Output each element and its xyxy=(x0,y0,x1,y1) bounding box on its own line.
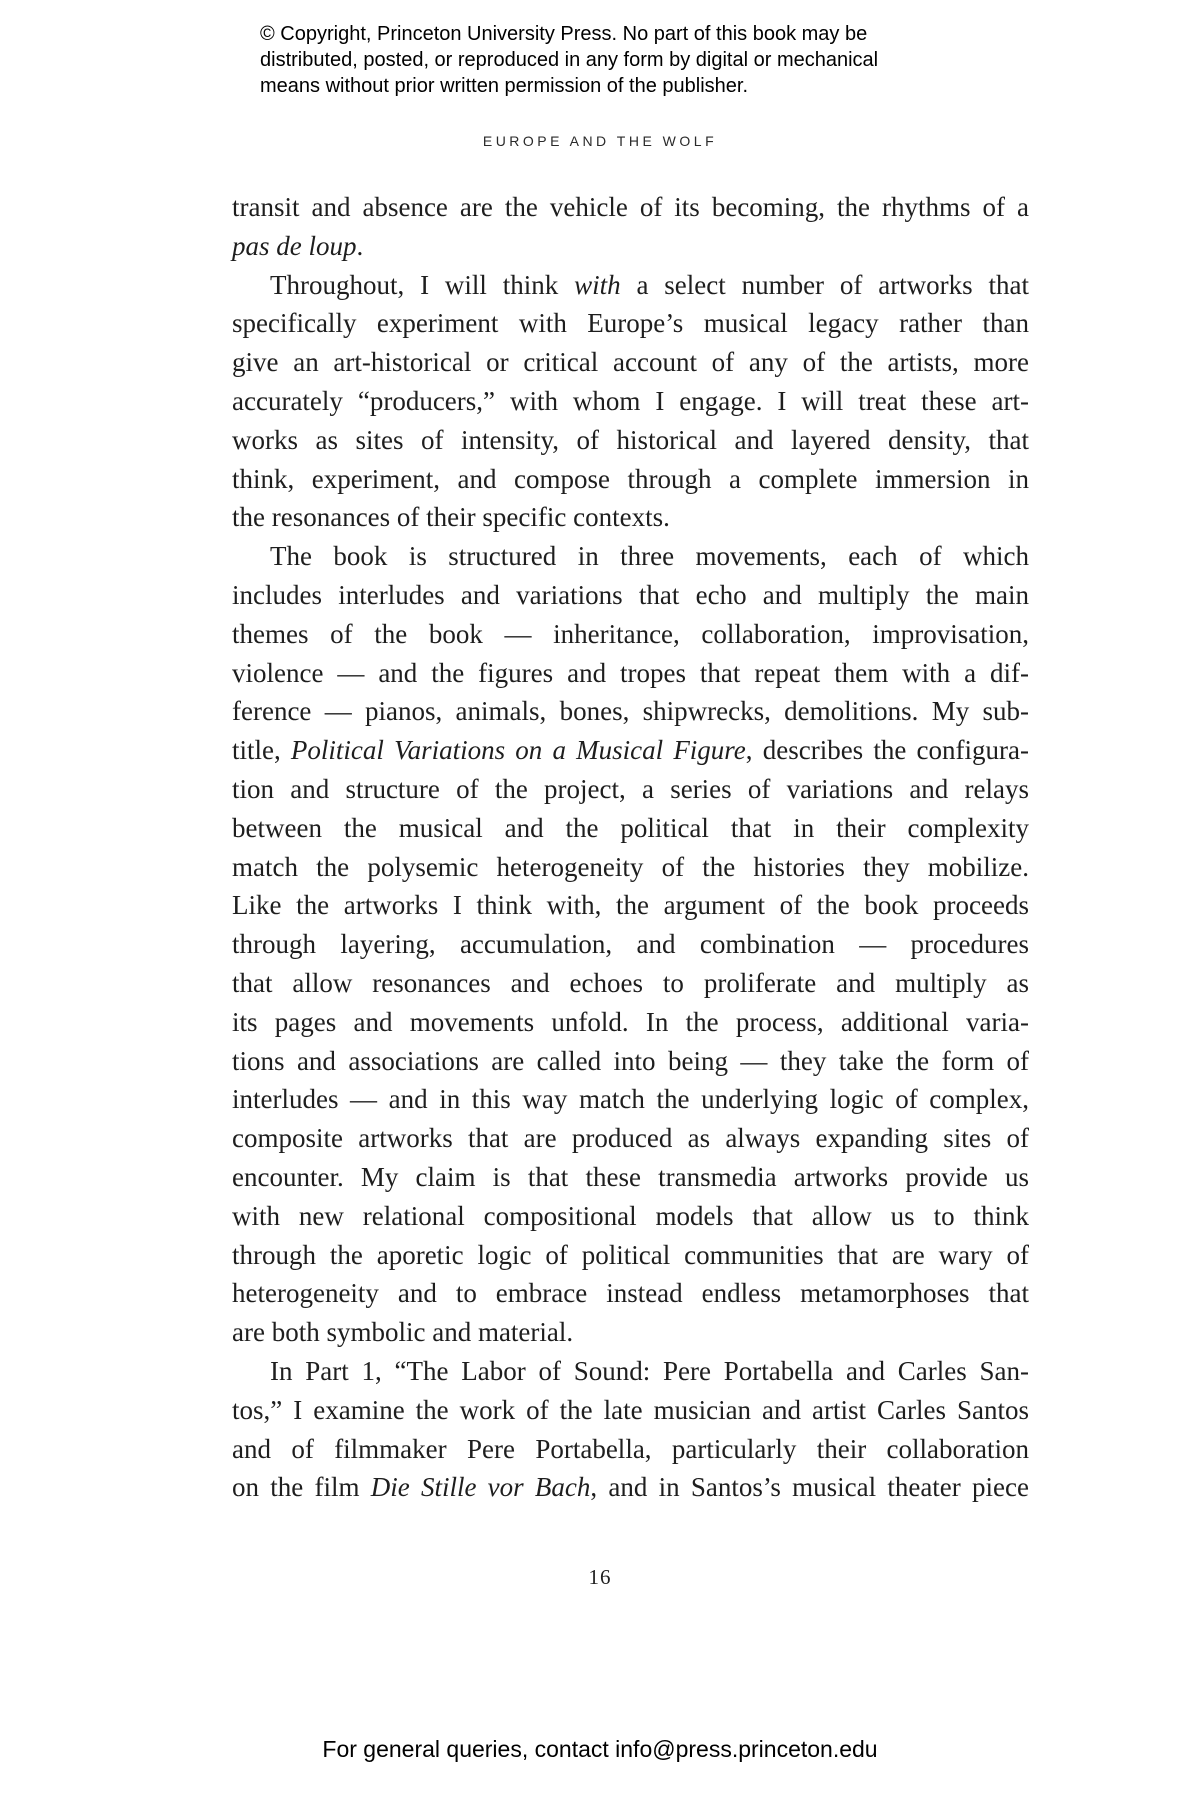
page-number: 16 xyxy=(588,1565,612,1589)
text-line: match the polysemic heterogeneity of the histories they mobilize. xyxy=(232,851,1029,882)
text-line: through the aporetic logic of political communities that are wary of xyxy=(232,1239,1029,1270)
body-text xyxy=(232,188,1029,1507)
text-line: its pages and movements unfold. In the process, additional varia- xyxy=(232,1006,1029,1037)
copyright-line: means without prior written permission of the publisher. xyxy=(260,75,749,97)
text-line: tion and structure of the project, a series of variations and relays xyxy=(232,773,1029,804)
text-line: the resonances of their specific contexts. xyxy=(232,502,670,533)
text-line: violence — and the figures and tropes that repeat them with a dif- xyxy=(232,657,1029,688)
text-line: accurately “producers,” with whom I engage. I will treat these art- xyxy=(232,385,1029,416)
text-line: give an art-historical or critical account of any of the artists, more xyxy=(232,347,1029,378)
copyright-line: © Copyright, Princeton University Press. No part of this book may be xyxy=(260,23,868,45)
text-line: encounter. My claim is that these transmedia artworks provide us xyxy=(232,1161,1029,1192)
text-line: transit and absence are the vehicle of its becoming, the rhythms of a xyxy=(232,192,1029,222)
text-line: ference — pianos, animals, bones, shipwrecks, demolitions. My sub- xyxy=(232,696,1029,727)
text-line: The book is structured in three movements, each of which xyxy=(270,541,1029,572)
text-line: think, experiment, and compose through a complete immersion in xyxy=(232,463,1029,494)
copyright-line: distributed, posted, or reproduced in any form by digital or mechanical xyxy=(260,49,879,71)
contact-footer: For general queries, contact info@press.princeton.edu xyxy=(322,1736,878,1762)
text-line: Throughout, I will think with a select number of artworks that xyxy=(270,269,1030,300)
text-line: specifically experiment with Europe’s musical legacy rather than xyxy=(232,308,1029,339)
running-head: EUROPE AND THE WOLF xyxy=(482,133,718,149)
text-line: between the musical and the political that in their complexity xyxy=(232,812,1029,843)
text-line: heterogeneity and to embrace instead endless metamorphoses that xyxy=(232,1278,1029,1309)
text-line: In Part 1, “The Labor of Sound: Pere Portabella and Carles San- xyxy=(270,1355,1029,1386)
text-line: pas de loup. xyxy=(232,230,364,261)
text-line: Like the artworks I think with, the argument of the book proceeds xyxy=(232,890,1029,921)
text-line: tions and associations are called into being — they take the form of xyxy=(232,1045,1029,1076)
text-line: with new relational compositional models that allow us to think xyxy=(232,1200,1029,1231)
text-line: are both symbolic and material. xyxy=(232,1317,574,1348)
text-line: that allow resonances and echoes to proliferate and multiply as xyxy=(232,967,1029,998)
text-line: through layering, accumulation, and combination — procedures xyxy=(232,929,1029,960)
text-line: on the film Die Stille vor Bach, and in Santos’s musical theater piece xyxy=(232,1472,1029,1503)
text-line: and of filmmaker Pere Portabella, particularly their collaboration xyxy=(232,1433,1029,1464)
copyright-notice xyxy=(260,21,1020,99)
text-line: works as sites of intensity, of historical and layered density, that xyxy=(232,424,1029,455)
text-line: tos,” I examine the work of the late musician and artist Carles Santos xyxy=(232,1394,1029,1425)
text-line: themes of the book — inheritance, collaboration, improvisation, xyxy=(232,618,1029,649)
text-line: title, Political Variations on a Musical Figure, describes the configura- xyxy=(232,735,1029,766)
text-line: includes interludes and variations that echo and multiply the main xyxy=(232,579,1029,610)
text-line: interludes — and in this way match the underlying logic of complex, xyxy=(232,1084,1029,1115)
text-line: composite artworks that are produced as always expanding sites of xyxy=(232,1123,1029,1154)
